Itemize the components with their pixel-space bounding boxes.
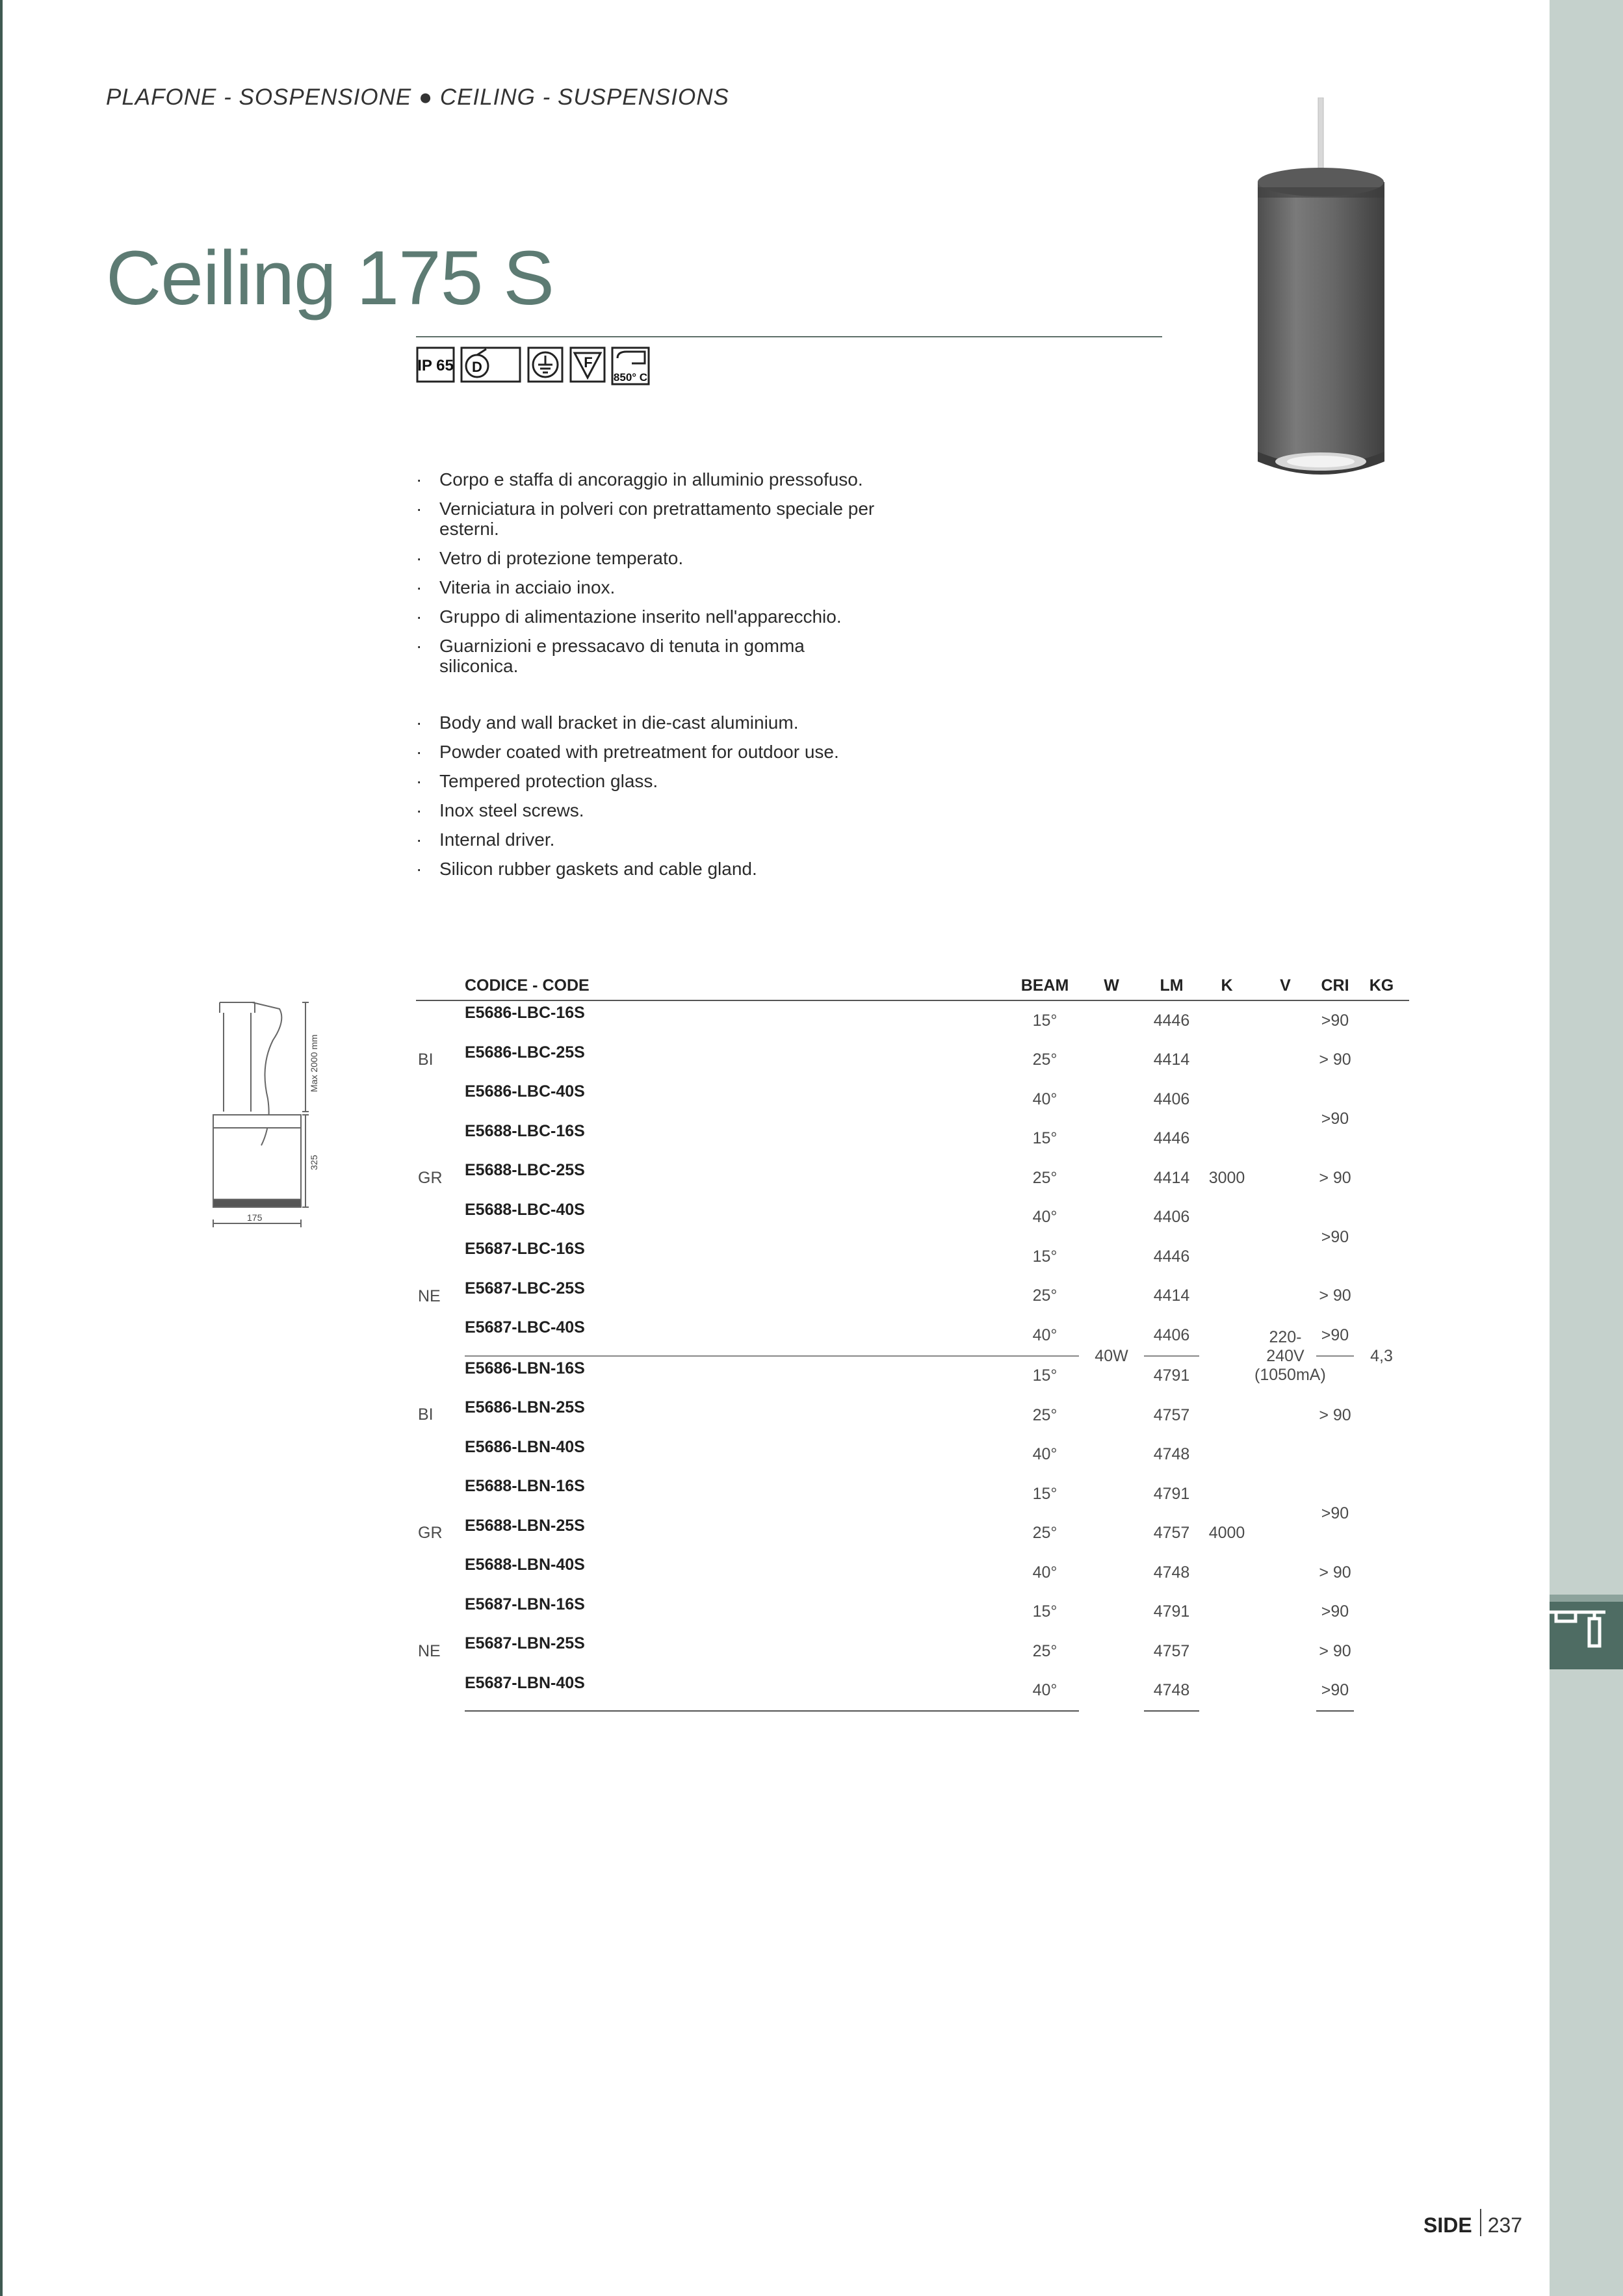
cri-cell: >90 [1321,1110,1349,1128]
feature-en: · Tempered protection glass. [416,771,884,791]
feature-en: · Internal driver. [416,829,884,850]
table-row [416,1000,1409,1041]
beam-cell: 25° [1032,1405,1058,1424]
d-mark-icon [460,346,521,383]
feature-en: · Inox steel screws. [416,800,884,820]
cri-cell: > 90 [1319,1168,1351,1187]
code-cell: E5686-LBC-25S [465,1043,585,1062]
beam-cell: 40° [1032,1563,1058,1582]
lm-header: LM [1160,976,1184,995]
cri-cell: >90 [1316,1316,1354,1356]
beam-cell: 40° [1032,1089,1058,1108]
feature-it: · Corpo e staffa di ancoraggio in alluminio pressofuso. [416,469,884,489]
lm-cell: 4414 [1153,1168,1190,1187]
code-cell: E5688-LBN-16S [465,1477,585,1495]
code-cell: E5687-LBN-25S [465,1634,585,1652]
lm-cell: 4446 [1153,1247,1190,1266]
earth-ground-icon [527,346,564,383]
lm-cell: 4406 [1153,1208,1190,1227]
lm-cell: 4446 [1153,1129,1190,1148]
beam-cell: 40° [1011,1671,1079,1712]
current-value: (1050mA) [1254,1365,1326,1384]
code-cell: E5688-LBN-25S [465,1516,585,1535]
title-divider [416,336,1162,337]
lm-cell: 4748 [1153,1445,1190,1464]
spec-table [416,971,1409,1712]
features-list-italian [416,469,884,676]
kg-header: KG [1369,976,1394,995]
feature-it: · Guarnizioni e pressacavo di tenuta in gomma siliconica. [416,636,884,676]
section-tab[interactable] [1550,1595,1623,1669]
lm-cell: 4791 [1153,1484,1190,1503]
lm-cell: 4791 [1153,1366,1190,1385]
cri-cell: >90 [1316,1671,1354,1712]
lm-cell: 4446 [1153,1011,1190,1030]
code-cell: E5687-LBC-40S [465,1316,1011,1356]
technical-drawing [208,995,325,1281]
ip65-icon [416,346,455,383]
code-cell: E5686-LBN-40S [465,1437,585,1456]
footer-divider [1480,2209,1481,2236]
code-cell: E5688-LBN-40S [465,1556,585,1574]
code-cell: E5686-LBN-25S [465,1398,585,1416]
f-mark-icon [569,346,606,383]
code-cell: E5686-LBN-16S [465,1359,585,1377]
voltage-cell [1254,1000,1326,1711]
cri-cell: > 90 [1319,1405,1351,1424]
svg-text:Max 2000 mm: Max 2000 mm [309,1034,319,1092]
features-list-english [416,712,884,879]
code-cell: E5687-LBC-25S [465,1279,585,1298]
cri-cell: > 90 [1319,1050,1351,1069]
finish-cell: BI [418,1050,434,1069]
code-header: CODICE - CODE [465,976,590,995]
finish-cell: NE [418,1642,441,1661]
k-cell: 4000 [1208,1524,1245,1543]
glow-wire-850-icon [611,346,650,385]
cri-cell: >90 [1321,1504,1349,1522]
finish-cell: GR [418,1168,443,1187]
cri-cell: >90 [1321,1011,1349,1030]
cri-cell: > 90 [1319,1563,1351,1582]
cri-cell: >90 [1321,1602,1349,1621]
svg-text:F: F [584,354,593,371]
finish-cell: BI [418,1405,434,1424]
beam-cell: 40° [1032,1208,1058,1227]
lm-cell: 4414 [1153,1286,1190,1305]
beam-cell: 40° [1032,1445,1058,1464]
left-edge-rule [0,0,3,2296]
cri-cell: >90 [1321,1227,1349,1246]
feature-it: · Vetro di protezione temperato. [416,548,884,568]
feature-en: · Silicon rubber gaskets and cable gland. [416,859,884,879]
cri-header: CRI [1321,976,1349,995]
product-photo [1248,98,1397,488]
brand-name: SIDE [1423,2213,1472,2237]
beam-cell: 15° [1032,1129,1058,1148]
lm-cell: 4748 [1144,1671,1199,1712]
watt-cell: 40W [1095,1346,1128,1365]
code-cell: E5687-LBC-16S [465,1240,585,1258]
feature-it: · Verniciatura in polveri con pretrattamento speciale per esterni. [416,499,884,539]
code-cell: E5686-LBC-40S [465,1082,585,1101]
lm-cell: 4748 [1153,1563,1190,1582]
code-cell: E5688-LBC-40S [465,1200,585,1219]
v-header: V [1280,976,1291,995]
w-header: W [1104,976,1119,995]
cri-cell: > 90 [1319,1286,1351,1305]
voltage-value: 220-240V [1266,1327,1305,1365]
beam-cell: 25° [1032,1286,1058,1305]
beam-cell: 25° [1032,1524,1058,1543]
beam-cell: 15° [1032,1011,1058,1030]
code-cell: E5686-LBC-16S [465,1004,585,1022]
page-number: 237 [1487,2213,1523,2237]
lm-cell: 4791 [1153,1602,1190,1621]
finish-header [416,971,465,1000]
beam-header: BEAM [1020,976,1069,995]
beam-cell: 15° [1032,1484,1058,1503]
beam-cell: 15° [1032,1366,1058,1385]
category-heading: PLAFONE - SOSPENSIONE ● CEILING - SUSPENSIONS [106,85,729,110]
page-footer [1423,2209,1522,2237]
feature-it: · Gruppo di alimentazione inserito nell'apparecchio. [416,607,884,627]
lm-cell: 4406 [1153,1089,1190,1108]
lm-cell: 4406 [1144,1316,1199,1356]
table-header-row [416,971,1409,1000]
lm-cell: 4414 [1153,1050,1190,1069]
features-section [416,469,884,888]
k-cell: 3000 [1208,1169,1245,1188]
lm-cell: 4757 [1153,1524,1190,1543]
beam-cell: 25° [1032,1168,1058,1187]
svg-text:850° C: 850° C [613,371,648,384]
k-header: K [1221,976,1233,995]
code-cell: E5688-LBC-25S [465,1161,585,1179]
lm-cell: 4757 [1153,1405,1190,1424]
beam-cell: 25° [1032,1050,1058,1069]
code-cell: E5687-LBN-16S [465,1595,585,1613]
kg-cell: 4,3 [1370,1346,1393,1365]
beam-cell: 15° [1032,1247,1058,1266]
feature-it: · Viteria in acciaio inox. [416,577,884,597]
svg-text:325: 325 [309,1155,319,1170]
svg-text:D: D [472,359,482,375]
product-title: Ceiling 175 S [106,235,554,321]
beam-cell: 15° [1032,1602,1058,1621]
side-color-band [1550,0,1623,2296]
svg-text:IP 65: IP 65 [417,357,454,374]
cri-cell: > 90 [1319,1641,1351,1660]
svg-text:175: 175 [247,1212,263,1223]
ceiling-suspension-icon [1550,1595,1623,1669]
feature-en: · Powder coated with pretreatment for outdoor use. [416,742,884,762]
finish-cell: GR [418,1524,443,1543]
beam-cell: 25° [1032,1641,1058,1660]
beam-cell: 40° [1011,1316,1079,1356]
finish-cell: NE [418,1286,441,1305]
code-cell: E5688-LBC-16S [465,1121,585,1140]
lm-cell: 4757 [1153,1641,1190,1660]
code-cell: E5687-LBN-40S [465,1671,1011,1712]
feature-en: · Body and wall bracket in die-cast aluminium. [416,712,884,733]
